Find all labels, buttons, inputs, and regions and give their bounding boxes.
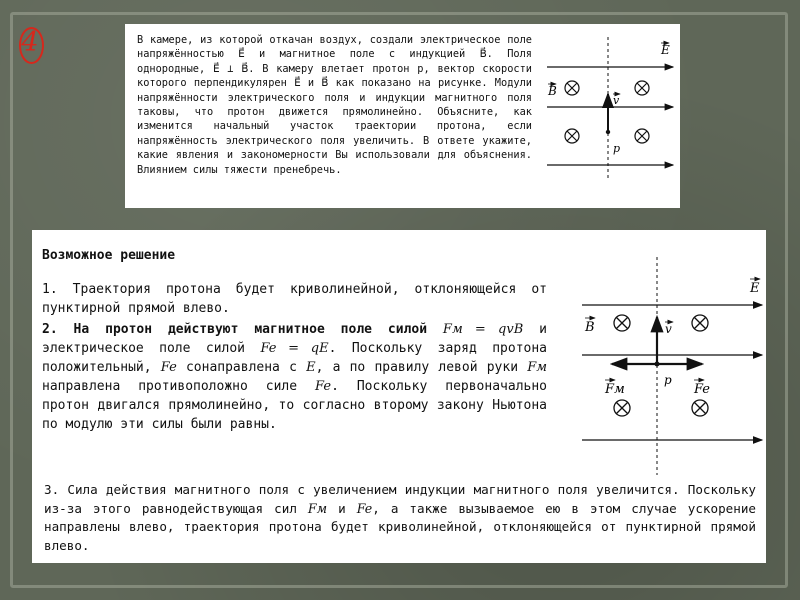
sol-b-field-cross-4 [692,400,708,416]
sol-proton [655,362,660,367]
task-label-b: B [548,84,557,98]
solution-card [32,230,766,563]
formula-fe: Fe = qE [260,341,329,356]
task-b-field-cross-1 [565,81,579,95]
sol-b-field-cross-3 [614,400,630,416]
sol-b-field-cross-2 [692,315,708,331]
sol-label-p: p [664,373,672,387]
sol-label-b: B [585,320,595,335]
solution-diagram [577,255,767,485]
sol-b-field-cross-1 [614,315,630,331]
solution-point-1: 1. Траектория протона будет криволинейной, отклоняющейся от пунктирной прямой влево. [42,282,547,316]
solution-point-2: 2. На протон действуют магнитное поле силой Fм = qvB и электрическое поле силой Fe = qE. Поскольку заряд протона положительный, Fe сонаправлена с E, а по правилу левой руки Fм направлена противоположно силе Fe. Поскольку первоначально протон двигался прямолинейно, то согласно второму закону Ньютона по модулю эти силы были равны. [42,322,548,432]
task-b-field-cross-3 [565,129,579,143]
task-label-e: E [661,43,670,57]
task-b-field-cross-4 [635,129,649,143]
task-text: В камере, из которой откачан воздух, создали электрическое поле напряжённостью E⃗ и магнитное поле с индукцией B⃗. Поля однородные, E⃗ ⊥ B⃗. В камеру влетает протон p, вектор скорости которого перпендикулярен E⃗ и B⃗ как показано на рисунке. Модули напряжённости электрического поля и индукции магнитного поля таковы, что протон движется прямолинейно. Объясните, как изменится начальный участок траектории протона, если напряжённость электрического поля увеличить. В ответе укажите, какие явления и закономерности Вы использовали для объяснения. Влиянием силы тяжести пренебречь. [137,34,532,176]
task-diagram [545,32,675,182]
task-card [125,24,680,208]
sol-label-fm: Fм [605,382,625,397]
sol-label-v: v [665,322,672,336]
solution-heading: Возможное решение [42,248,176,263]
solution-point-3: 3. Сила действия магнитного поля с увеличением индукции магнитного поля увеличится. Поскольку из-за этого равнодействующая сил Fм и Fe, а также вызываемое ею в этом случае ускорение направлены влево, траектория протона будет криволинейной, отклоняющейся от пунктирной прямой влево. [44,482,756,553]
task-label-p: p [613,142,621,155]
task-label-v: v [613,94,620,107]
formula-fm: Fм = qvB [442,322,524,337]
task-proton [606,130,610,134]
slide-number: 4 [15,24,45,64]
sol-label-e: E [750,281,760,296]
sol-label-fe: Fe [694,382,711,397]
task-b-field-cross-2 [635,81,649,95]
